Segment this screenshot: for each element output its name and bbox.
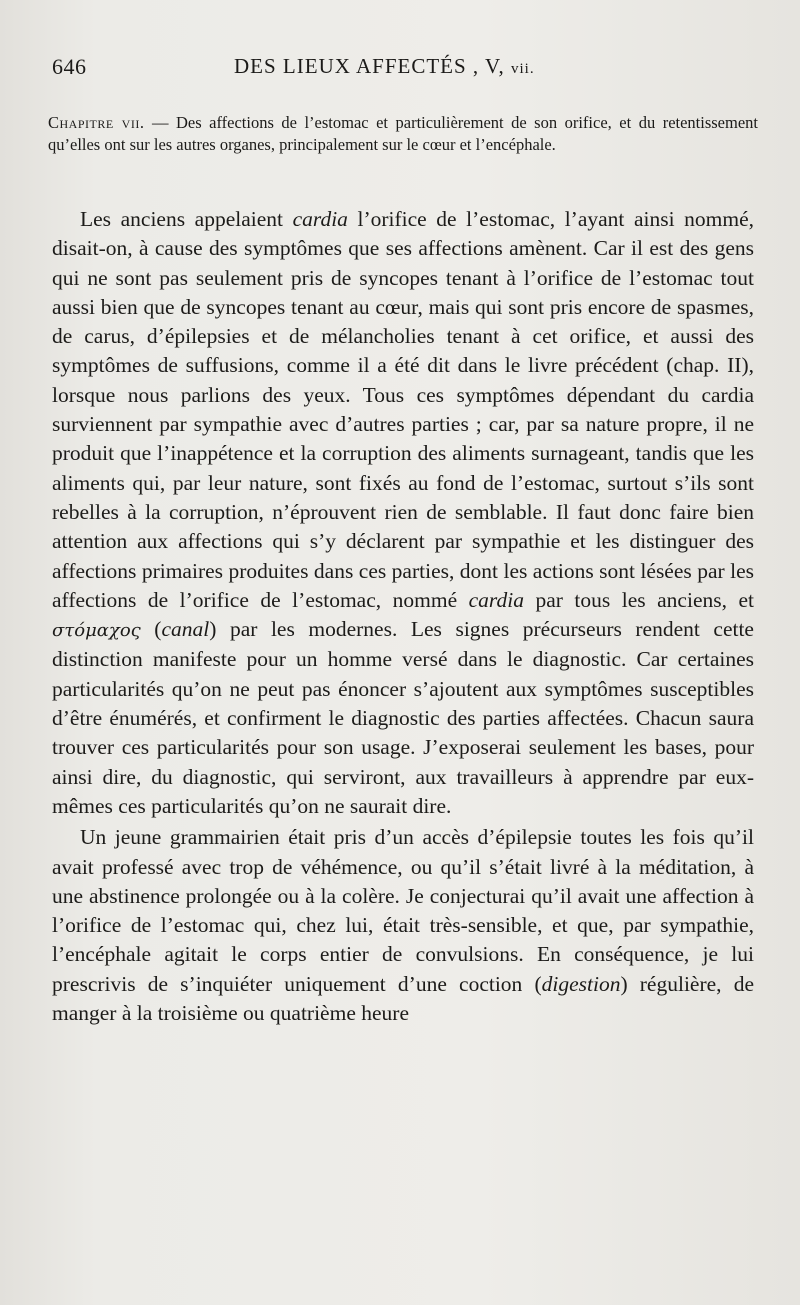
- text-run: ) par les modernes. Les signes précurseurs rendent cette distinction manifeste pour un homme versé dans le diagnostic. Car certaines particularités qu’on ne peut pas énoncer s’ajoutent aux symptômes susceptibles d’être énumérés, et confirment le diagnostic des parties affectées. Chacun saura trouver ces particularités pour son usage. J’exposerai seulement les bases, pour ainsi dire, du diagnostic, qui serviront, aux travailleurs à apprendre par eux-mêmes ces particularités qu’on ne saurait dire.: [52, 617, 754, 818]
- term-cardia: cardia: [292, 207, 348, 231]
- text-run: Un jeune grammairien était pris d’un accès d’épilepsie toutes les fois qu’il avait professé avec trop de véhémence, ou qu’il s’était livré à la méditation, à une abstinence prolongée ou à la colère. Je conjecturai qu’il avait une affection à l’orifice de l’estomac qui, chez lui, était très-sensible, et que, par sympathie, l’encéphale agitait le corps entier de convulsions. En conséquence, je lui prescrivis de s’inquiéter uniquement d’une coction (: [52, 825, 754, 996]
- term-cardia: cardia: [468, 587, 524, 612]
- chapter-heading: [48, 112, 758, 156]
- chapter-reference: II: [727, 353, 742, 378]
- paragraph-1: [52, 205, 754, 821]
- text-run: (: [140, 617, 162, 642]
- chapter-label: Chapitre vii.: [48, 113, 145, 132]
- term-digestion: digestion: [541, 971, 621, 996]
- body-text: [52, 205, 754, 1028]
- running-title-text: DES LIEUX AFFECTÉS , V,: [234, 54, 512, 78]
- text-run: par tous les anciens, et: [523, 587, 754, 612]
- paragraph-2: [52, 823, 754, 1028]
- text-run: ) régulière, de manger à la troisième ou quatrième heure: [52, 971, 754, 1026]
- running-title-section: vii.: [511, 61, 535, 77]
- term-canal: canal: [161, 617, 210, 642]
- page-number: 646: [52, 54, 87, 79]
- text-run: l’orifice de l’estomac, l’ayant ainsi nommé, disait-on, à cause des symptômes que ses affections amènent. Car il est des gens qui ne sont pas seulement pris de syncopes tenant à l’orifice de l’estomac tout aussi bien que de syncopes tenant au cœur, mais qui sont pris encore de spasmes, de carus, d’épilepsies et de mélancholies tenant à cet orifice, et aussi des symptômes de suffusions, comme il a été dit dans le livre précédent (chap.: [52, 207, 754, 378]
- text-run: Les anciens appelaient: [80, 207, 293, 231]
- running-title: [234, 54, 535, 79]
- greek-term: στόμαχος: [52, 620, 141, 642]
- page-header: [52, 48, 770, 82]
- chapter-title: — Des affections de l’estomac et particulièrement de son orifice, et du retentissement qu’elles ont sur les autres organes, principalement sur le cœur et l’encéphale.: [48, 113, 758, 154]
- text-run: ), lorsque nous parlions des yeux. Tous ces symptômes dépendant du cardia surviennent par sympathie avec d’autres parties ; car, par sa nature propre, il ne produit que l’inappétence et la corruption des aliments surnageant, tandis que les aliments qui, par leur nature, sont fixés au fond de l’estomac, surtout s’ils sont rebelles à la corruption, n’éprouvent rien de semblable. Il faut donc faire bien attention aux affections qui s’y déclarent par sympathie et les distinguer des affections primaires produites dans ces parties, dont les actions sont lésées par les affections de l’orifice de l’estomac, nommé: [52, 353, 754, 612]
